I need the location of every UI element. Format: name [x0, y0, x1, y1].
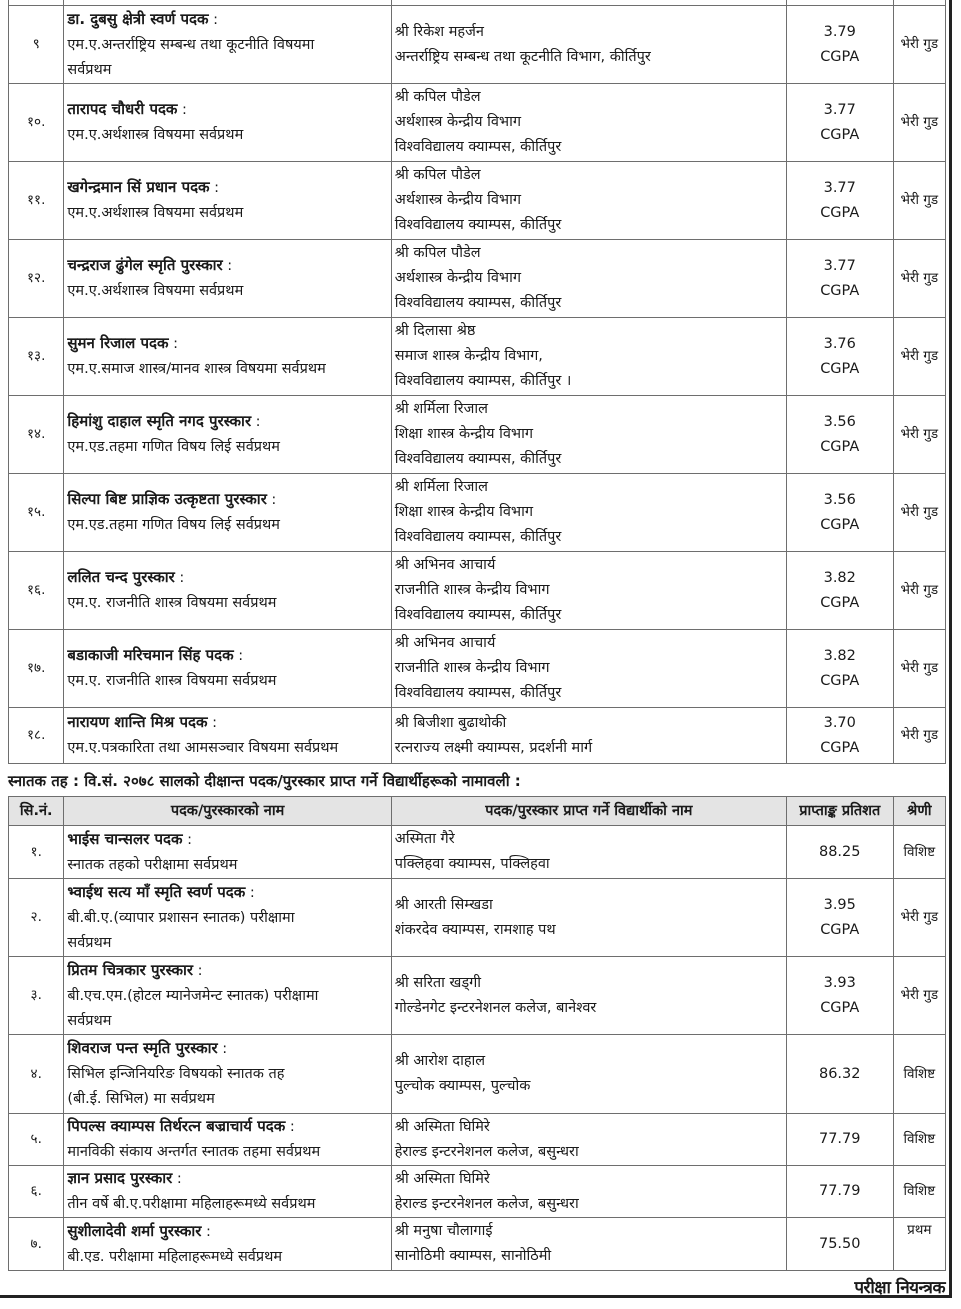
- table-row: [9, 1218, 946, 1271]
- student-campus: सानोठिमी क्याम्पस, सानोठिमी: [394, 1248, 552, 1264]
- bachelors-section-title: स्नातक तह : वि.सं. २०७८ सालको दीक्षान्त पदक/पुरस्कार प्राप्त गर्ने विद्यार्थीहरूको नामावली :: [8, 772, 521, 790]
- score-unit: CGPA: [820, 999, 860, 1016]
- award-description: एम.एड.तहमा गणित विषय लिई सर्वप्रथम: [67, 439, 280, 455]
- award-separator: :: [174, 570, 185, 586]
- award-separator: :: [222, 258, 233, 274]
- division: विशिष्ट: [893, 1035, 945, 1114]
- award-separator: :: [285, 1119, 295, 1135]
- student-cell: [391, 1035, 786, 1114]
- student-campus: अर्थशास्त्र केन्द्रीय विभाग: [394, 192, 522, 208]
- student-campus: रत्नराज्य लक्ष्मी क्याम्पस, प्रदर्शनी मार्ग: [394, 739, 593, 756]
- score-cell: [786, 708, 893, 764]
- header-award-name: पदक/पुरस्कारको नाम: [64, 797, 391, 826]
- division: भेरी गुड: [893, 708, 945, 764]
- serial-number: ११.: [9, 162, 64, 240]
- award-description: एम.ए.अर्थशास्त्र विषयमा सर्वप्रथम: [67, 205, 244, 221]
- award-title-line: [67, 331, 387, 357]
- award-cell: [64, 957, 391, 1035]
- award-cell: [64, 240, 391, 318]
- award-name: खगेन्द्रमान सिं प्रधान पदक: [67, 178, 210, 196]
- award-separator: :: [193, 962, 203, 979]
- award-name: पिपल्स क्याम्पस तिर्थरत्न बज्राचार्य पदक: [67, 1117, 286, 1135]
- student-name: श्री अस्मिता घिमिरे: [394, 1118, 490, 1135]
- score-cell: [786, 318, 893, 396]
- award-name: नारायण शान्ति मिश्र पदक: [67, 713, 208, 731]
- table-row: [9, 826, 946, 879]
- serial-number: ३.: [9, 957, 64, 1035]
- award-name: बडाकाजी मरिचमान सिंह पदक: [67, 646, 234, 664]
- student-campus: अन्तर्राष्ट्रिय सम्बन्ध तथा कूटनीति विभाग, कीर्तिपुर: [394, 48, 651, 65]
- serial-number: १४.: [9, 396, 64, 474]
- serial-number: ७.: [9, 1218, 64, 1271]
- masters-awards-table: [8, 0, 946, 764]
- student-cell: [391, 1218, 786, 1271]
- serial-number: १६.: [9, 552, 64, 630]
- score-value: 3.82: [823, 647, 856, 664]
- score-unit: CGPA: [820, 48, 860, 65]
- award-title-line: [67, 1166, 387, 1192]
- student-campus: विश्वविद्यालय क्याम्पस, कीर्तिपुर ।: [394, 373, 572, 389]
- serial-number: २.: [9, 879, 64, 957]
- award-title-line: [67, 97, 387, 123]
- table-row: [9, 1114, 946, 1166]
- award-cell: [64, 630, 391, 708]
- student-campus: राजनीति शास्त्र केन्द्रीय विभाग: [394, 660, 550, 676]
- score-value: 75.50: [818, 1235, 861, 1252]
- student-campus: विश्वविद्यालय क्याम्पस, कीर्तिपुर: [394, 217, 562, 233]
- award-title-line: [67, 487, 387, 513]
- award-separator: :: [245, 884, 255, 901]
- student-name: श्री कपिल पौडेल: [394, 245, 481, 261]
- score-value: 86.32: [818, 1065, 861, 1082]
- award-description: सर्वप्रथम: [67, 61, 112, 78]
- student-cell: [391, 1114, 786, 1166]
- table-row: [9, 957, 946, 1035]
- award-separator: :: [182, 831, 192, 848]
- student-campus: विश्वविद्यालय क्याम्पस, कीर्तिपुर: [394, 607, 562, 623]
- award-description: एम.ए.समाज शास्त्र/मानव शास्त्र विषयमा सर्वप्रथम: [67, 361, 326, 377]
- award-description: मानविकी संकाय अन्तर्गत स्नातक तहमा सर्वप्रथम: [67, 1144, 321, 1160]
- award-name: प्रितम चित्रकार पुरस्कार: [67, 960, 194, 979]
- score-cell: [786, 826, 893, 879]
- score-value: 3.70: [823, 714, 856, 731]
- award-name: चन्द्रराज ढुंगेल स्मृति पुरस्कार: [67, 256, 223, 274]
- student-campus: शंकरदेव क्याम्पस, रामशाह पथ: [394, 921, 556, 938]
- award-description: एम.ए.अन्तर्राष्ट्रिय सम्बन्ध तथा कूटनीति विषयमा: [67, 36, 315, 53]
- student-cell: [391, 879, 786, 957]
- student-name: श्री मनुषा चौलागाई: [394, 1223, 493, 1239]
- division: विशिष्ट: [893, 1166, 945, 1218]
- score-value: 3.93: [823, 974, 856, 991]
- award-description: सर्वप्रथम: [67, 934, 112, 951]
- award-cell: [64, 474, 391, 552]
- score-cell: [786, 1035, 893, 1114]
- score-unit: CGPA: [820, 516, 860, 533]
- award-name: भ्वाईथ सत्य माँ स्मृति स्वर्ण पदक: [67, 882, 246, 901]
- division: भेरी गुड: [893, 396, 945, 474]
- division: विशिष्ट: [893, 826, 945, 879]
- division: भेरी गुड: [893, 162, 945, 240]
- award-description: बी.एच.एम.(होटल म्यानेजमेन्ट स्नातक) परीक्षामा: [67, 987, 319, 1004]
- student-cell: [391, 6, 786, 84]
- award-separator: :: [168, 336, 178, 352]
- score-value: 3.79: [823, 23, 856, 40]
- award-title-line: [67, 958, 387, 984]
- score-cell: [786, 474, 893, 552]
- award-name: ललित चन्द पुरस्कार: [67, 568, 175, 586]
- student-name: श्री अस्मिता घिमिरे: [394, 1170, 490, 1187]
- award-separator: :: [207, 715, 217, 731]
- student-name: श्री बिजीशा बुढाथोकी: [394, 714, 507, 731]
- student-cell: [391, 1166, 786, 1218]
- award-title-line: [67, 880, 387, 906]
- student-campus: राजनीति शास्त्र केन्द्रीय विभाग: [394, 582, 550, 598]
- award-description: एम.ए. राजनीति शास्त्र विषयमा सर्वप्रथम: [67, 595, 277, 611]
- award-title-line: [67, 175, 387, 201]
- student-name: श्री दिलासा श्रेष्ठ: [394, 323, 476, 339]
- serial-number: १२.: [9, 240, 64, 318]
- table-row: [9, 1166, 946, 1218]
- division: भेरी गुड: [893, 84, 945, 162]
- award-cell: [64, 6, 391, 84]
- score-cell: [786, 240, 893, 318]
- student-campus: विश्वविद्यालय क्याम्पस, कीर्तिपुर: [394, 139, 562, 155]
- header-division: श्रेणी: [893, 797, 945, 826]
- award-separator: :: [201, 1223, 211, 1240]
- student-name: श्री आरोश दाहाल: [394, 1053, 486, 1069]
- award-name: शिवराज पन्त स्मृति पुरस्कार: [67, 1039, 218, 1057]
- score-unit: CGPA: [820, 594, 860, 611]
- student-cell: [391, 630, 786, 708]
- student-campus: शिक्षा शास्त्र केन्द्रीय विभाग: [394, 504, 534, 520]
- award-name: भाईस चान्सलर पदक: [67, 829, 183, 848]
- header-serial-number: सि.नं.: [9, 797, 64, 826]
- table-row: [9, 396, 946, 474]
- award-title-line: [67, 565, 387, 591]
- award-name: हिमांशु दाहाल स्मृति नगद पुरस्कार: [67, 412, 252, 430]
- serial-number: ५.: [9, 1114, 64, 1166]
- student-campus: पक्लिहवा क्याम्पस, पक्लिहवा: [394, 856, 550, 872]
- table-row: [9, 552, 946, 630]
- award-cell: [64, 552, 391, 630]
- student-campus: अर्थशास्त्र केन्द्रीय विभाग: [394, 270, 522, 286]
- table-row: [9, 84, 946, 162]
- award-separator: :: [266, 492, 277, 508]
- student-name: श्री आरती सिम्खडा: [394, 896, 493, 913]
- student-campus: गोल्डेनगेट इन्टरनेशनल कलेज, बानेश्वर: [394, 999, 597, 1016]
- award-name: सिल्पा बिष्ट प्राज्ञिक उत्कृष्टता पुरस्कार: [67, 490, 267, 508]
- award-description: (बी.ई. सिभिल) मा सर्वप्रथम: [67, 1091, 215, 1107]
- student-campus: समाज शास्त्र केन्द्रीय विभाग,: [394, 348, 543, 364]
- score-cell: [786, 1166, 893, 1218]
- award-separator: :: [208, 11, 219, 28]
- serial-number: ९: [9, 6, 64, 84]
- score-cell: [786, 6, 893, 84]
- award-title-line: [67, 409, 387, 435]
- signature-exam-controller: परीक्षा नियन्त्रक: [854, 1278, 945, 1298]
- award-title-line: [67, 643, 387, 669]
- award-title-line: [67, 827, 387, 853]
- award-description: एम.ए.पत्रकारिता तथा आमसञ्चार विषयमा सर्वप्रथम: [67, 740, 339, 756]
- student-cell: [391, 84, 786, 162]
- serial-number: ४.: [9, 1035, 64, 1114]
- table-row: [9, 162, 946, 240]
- student-campus: विश्वविद्यालय क्याम्पस, कीर्तिपुर: [394, 451, 562, 467]
- header-score-percent: प्राप्ताङ्क प्रतिशत: [786, 797, 893, 826]
- score-value: 77.79: [818, 1131, 861, 1147]
- division: भेरी गुड: [893, 957, 945, 1035]
- award-description: एम.ए.अर्थशास्त्र विषयमा सर्वप्रथम: [67, 283, 244, 299]
- table-row: [9, 879, 946, 957]
- student-name: अस्मिता गैरे: [394, 831, 455, 847]
- award-title-line: [67, 7, 387, 33]
- student-campus: विश्वविद्यालय क्याम्पस, कीर्तिपुर: [394, 529, 562, 545]
- award-name: सुशीलादेवी शर्मा पुरस्कार: [67, 1221, 202, 1240]
- division: भेरी गुड: [893, 552, 945, 630]
- award-cell: [64, 708, 391, 764]
- division: भेरी गुड: [893, 318, 945, 396]
- score-unit: CGPA: [820, 438, 860, 455]
- student-campus: अर्थशास्त्र केन्द्रीय विभाग: [394, 114, 522, 130]
- student-cell: [391, 240, 786, 318]
- score-cell: [786, 1218, 893, 1271]
- score-unit: CGPA: [820, 921, 860, 938]
- student-name: श्री सरिता खड्गी: [394, 974, 482, 991]
- student-name: श्री कपिल पौडेल: [394, 89, 481, 105]
- serial-number: १७.: [9, 630, 64, 708]
- student-cell: [391, 552, 786, 630]
- student-campus: हेराल्ड इन्टरनेशनल कलेज, बसुन्धरा: [394, 1143, 579, 1160]
- division: विशिष्ट: [893, 1114, 945, 1166]
- score-unit: CGPA: [820, 204, 860, 221]
- score-cell: [786, 1114, 893, 1166]
- table-header-row: [9, 797, 946, 826]
- award-name: तारापद चौधरी पदक: [67, 100, 178, 118]
- score-unit: CGPA: [820, 126, 860, 143]
- award-cell: [64, 1035, 391, 1114]
- award-cell: [64, 162, 391, 240]
- award-cell: [64, 879, 391, 957]
- bachelors-awards-table: [8, 796, 946, 1271]
- student-cell: [391, 708, 786, 764]
- student-cell: [391, 474, 786, 552]
- serial-number: ६.: [9, 1166, 64, 1218]
- award-cell: [64, 396, 391, 474]
- score-cell: [786, 162, 893, 240]
- award-cell: [64, 84, 391, 162]
- serial-number: १५.: [9, 474, 64, 552]
- award-description: स्नातक तहको परीक्षामा सर्वप्रथम: [67, 856, 238, 873]
- table-row: [9, 474, 946, 552]
- award-separator: :: [217, 1041, 228, 1057]
- score-cell: [786, 957, 893, 1035]
- serial-number: १८.: [9, 708, 64, 764]
- student-name: श्री कपिल पौडेल: [394, 167, 481, 183]
- score-value: 3.77: [823, 101, 856, 118]
- serial-number: १३.: [9, 318, 64, 396]
- award-description: एम.ए.अर्थशास्त्र विषयमा सर्वप्रथम: [67, 127, 244, 143]
- table-row: [9, 6, 946, 84]
- table-row: [9, 630, 946, 708]
- score-value: 3.76: [823, 335, 856, 352]
- score-value: 3.56: [823, 413, 856, 430]
- student-name: श्री रिकेश महर्जन: [394, 23, 484, 40]
- award-cell: [64, 826, 391, 879]
- student-cell: [391, 162, 786, 240]
- table-row: [9, 240, 946, 318]
- student-campus: पुल्चोक क्याम्पस, पुल्चोक: [394, 1078, 531, 1094]
- student-cell: [391, 957, 786, 1035]
- award-title-line: [67, 710, 387, 736]
- award-description: बी.बी.ए.(व्यापार प्रशासन स्नातक) परीक्षामा: [67, 909, 295, 926]
- student-name: श्री शर्मिला रिजाल: [394, 401, 488, 417]
- score-unit: CGPA: [820, 282, 860, 299]
- award-name: ज्ञान प्रसाद पुरस्कार: [67, 1169, 173, 1187]
- award-title-line: [67, 253, 387, 279]
- student-cell: [391, 826, 786, 879]
- score-value: 77.79: [818, 1183, 861, 1199]
- serial-number: १.: [9, 826, 64, 879]
- award-separator: :: [251, 414, 261, 430]
- award-separator: :: [233, 648, 244, 664]
- score-value: 3.56: [823, 491, 856, 508]
- award-description: बी.एड. परीक्षामा महिलाहरूमध्ये सर्वप्रथम: [67, 1248, 283, 1265]
- award-separator: :: [177, 102, 187, 118]
- award-description: एम.एड.तहमा गणित विषय लिई सर्वप्रथम: [67, 517, 280, 533]
- table-row: [9, 318, 946, 396]
- score-value: 3.77: [823, 257, 856, 274]
- award-title-line: [67, 1114, 387, 1140]
- score-value: 3.82: [823, 569, 856, 586]
- award-cell: [64, 1166, 391, 1218]
- award-name: सुमन रिजाल पदक: [67, 334, 169, 352]
- award-separator: :: [209, 180, 220, 196]
- division: भेरी गुड: [893, 630, 945, 708]
- student-name: श्री शर्मिला रिजाल: [394, 479, 488, 495]
- score-cell: [786, 879, 893, 957]
- award-separator: :: [172, 1171, 182, 1187]
- student-cell: [391, 396, 786, 474]
- division: प्रथम: [893, 1218, 945, 1271]
- award-description: एम.ए. राजनीति शास्त्र विषयमा सर्वप्रथम: [67, 673, 277, 689]
- student-campus: विश्वविद्यालय क्याम्पस, कीर्तिपुर: [394, 685, 562, 701]
- score-unit: CGPA: [820, 360, 860, 377]
- score-value: 88.25: [818, 843, 861, 860]
- student-campus: हेराल्ड इन्टरनेशनल कलेज, बसुन्धरा: [394, 1195, 579, 1212]
- header-student-name: पदक/पुरस्कार प्राप्त गर्ने विद्यार्थीको नाम: [391, 797, 786, 826]
- table-row: [9, 708, 946, 764]
- award-cell: [64, 1114, 391, 1166]
- award-name: डा. दुबसु क्षेत्री स्वर्ण पदक: [67, 9, 209, 28]
- serial-number: १०.: [9, 84, 64, 162]
- award-title-line: [67, 1219, 387, 1245]
- score-cell: [786, 630, 893, 708]
- division: भेरी गुड: [893, 6, 945, 84]
- student-name: श्री अभिनव आचार्य: [394, 635, 496, 651]
- score-cell: [786, 84, 893, 162]
- score-value: 3.77: [823, 179, 856, 196]
- student-campus: विश्वविद्यालय क्याम्पस, कीर्तिपुर: [394, 295, 562, 311]
- score-unit: CGPA: [820, 739, 860, 756]
- division: भेरी गुड: [893, 474, 945, 552]
- score-cell: [786, 396, 893, 474]
- award-description: तीन वर्षे बी.ए.परीक्षामा महिलाहरूमध्ये सर्वप्रथम: [67, 1196, 316, 1212]
- division: भेरी गुड: [893, 240, 945, 318]
- award-cell: [64, 318, 391, 396]
- award-title-line: [67, 1036, 387, 1062]
- student-campus: शिक्षा शास्त्र केन्द्रीय विभाग: [394, 426, 534, 442]
- student-name: श्री अभिनव आचार्य: [394, 557, 496, 573]
- score-value: 3.95: [823, 896, 856, 913]
- award-cell: [64, 1218, 391, 1271]
- division: भेरी गुड: [893, 879, 945, 957]
- award-description: सिभिल इन्जिनियरिङ विषयको स्नातक तह: [67, 1066, 285, 1082]
- score-cell: [786, 552, 893, 630]
- score-unit: CGPA: [820, 672, 860, 689]
- student-cell: [391, 318, 786, 396]
- table-row: [9, 1035, 946, 1114]
- award-description: सर्वप्रथम: [67, 1012, 112, 1029]
